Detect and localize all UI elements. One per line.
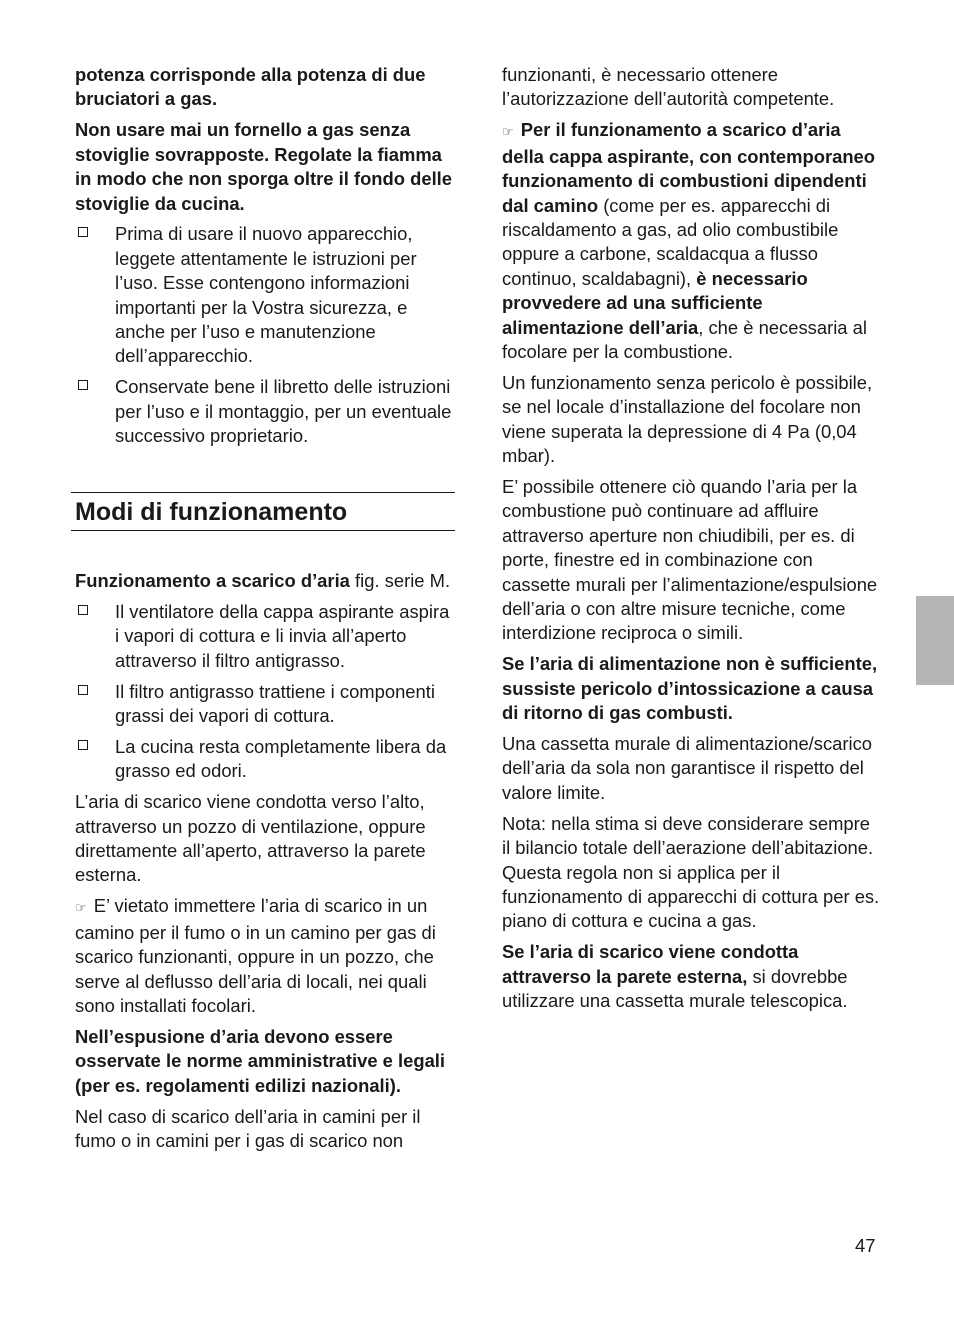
list-item-text: Il filtro antigrasso trattiene i componenti grassi dei vapori di cottura. bbox=[115, 680, 435, 727]
note-paragraph bbox=[75, 894, 457, 1018]
list-item-text: Conservate bene il libretto delle istruzioni per l’uso e il montaggio, per un eventuale successivo proprietario. bbox=[115, 376, 452, 447]
bold-text: Se l’aria di alimentazione non è sufficiente, sussiste pericolo d’intossicazione a causa di ritorno di gas combusti. bbox=[502, 653, 878, 724]
list-item-text: Il ventilatore della cappa aspirante aspira i vapori di cottura e li invia all’aperto attraverso il filtro antigrasso. bbox=[115, 600, 450, 671]
text: (come per es. apparecchi di riscaldamento a gas, ad olio combustibile oppure a carbone, scaldacqua a flusso continuo, scaldabagni), bbox=[502, 194, 839, 289]
paragraph bbox=[75, 1025, 457, 1098]
left-column-continued bbox=[75, 569, 457, 1160]
paragraph: Una cassetta murale di alimentazione/scarico dell’aria da sola non garantisce il rispetto del valore limite. bbox=[502, 733, 873, 803]
subheading bbox=[75, 569, 457, 593]
section-heading-box bbox=[71, 492, 455, 531]
list-item bbox=[75, 222, 457, 368]
checkbox-bullet-icon bbox=[78, 740, 88, 750]
bold-text: Se l’aria di scarico viene condotta attraverso la parete esterna, bbox=[502, 941, 799, 987]
warning-paragraph bbox=[75, 118, 457, 216]
note-text: E’ vietato immettere l’aria di scarico in un camino per il fumo o in un camino per gas di scarico funzionanti, oppure in un pozzo, che serve al deflusso dell’aria di locali, nei quali sono installati focolari. bbox=[75, 895, 436, 1016]
paragraph: funzionanti, è necessario ottenere l’autorizzazione dell’autorità competente. bbox=[502, 64, 835, 110]
page-number: 47 bbox=[855, 1235, 876, 1256]
text: si dovrebbe utilizzare una cassetta murale telescopica. bbox=[502, 965, 848, 1012]
paragraph: E’ possibile ottenere ciò quando l’aria per la combustione può continuare ad affluire attraverso aperture non chiudibili, per es. di porte, finestre ed in combinazione con cassette murali per l’alimentazione/espulsione dell’aria o con altre misure tecniche, come interdizione reciproca o simili. bbox=[502, 476, 878, 644]
checkbox-bullet-icon bbox=[78, 605, 88, 615]
checkbox-bullet-icon bbox=[78, 685, 88, 695]
paragraph: L’aria di scarico viene condotta verso l’alto, attraverso un pozzo di ventilazione, oppure direttamente all’aperto, attraverso la parete esterna. bbox=[75, 791, 426, 886]
list-item-text: Prima di usare il nuovo apparecchio, leggete attentamente le istruzioni per l’uso. Esse contengono informazioni importanti per la Vostra sicurezza, e anche per l’uso e manutenzione dell’apparecchio. bbox=[115, 223, 417, 367]
bold-text: Per il funzionamento a scarico d’aria della cappa aspirante, con contemporaneo funzionamento di combustioni dipendenti dal camino bbox=[502, 119, 876, 216]
right-column bbox=[502, 63, 882, 1020]
checkbox-bullet-icon bbox=[78, 227, 88, 237]
pointing-hand-icon: ☞ bbox=[75, 900, 87, 916]
paragraph: Un funzionamento senza pericolo è possibile, se nel locale d’installazione del focolare non viene superata la depressione di 4 Pa (0,04 mbar). bbox=[502, 371, 873, 467]
paragraph: Nel caso di scarico dell’aria in camini per il fumo o in camini per i gas di scarico non bbox=[75, 1105, 421, 1152]
bold-text: potenza corrisponde alla potenza di due bruciatori a gas. bbox=[75, 64, 426, 110]
list-item bbox=[75, 600, 457, 673]
list-item bbox=[75, 375, 457, 448]
left-column bbox=[75, 63, 457, 455]
list-item bbox=[75, 735, 457, 784]
note-paragraph bbox=[502, 118, 882, 364]
checkbox-bullet-icon bbox=[78, 380, 88, 390]
subheading-bold: Funzionamento a scarico d’aria bbox=[75, 570, 350, 591]
bold-text: Non usare mai un fornello a gas senza stoviglie sovrapposte. Regolate la fiamma in modo che non sporga oltre il fondo delle stoviglie da cucina. bbox=[75, 119, 453, 214]
bold-text: Nell’espusione d’aria devono essere osservate le norme amministrative e legali (per es. regolamenti edilizi nazionali). bbox=[75, 1025, 446, 1096]
warning-paragraph bbox=[502, 652, 882, 725]
pointing-hand-icon: ☞ bbox=[502, 124, 514, 140]
section-title: Modi di funzionamento bbox=[75, 498, 348, 526]
list-item-text: La cucina resta completamente libera da grasso ed odori. bbox=[115, 735, 447, 782]
bold-text: è necessario provvedere ad una sufficiente alimentazione dell’aria bbox=[502, 267, 808, 338]
list-item bbox=[75, 680, 457, 729]
text: , che è necessaria al focolare per la combustione. bbox=[502, 316, 867, 362]
paragraph bbox=[502, 940, 882, 1013]
subheading-text: fig. serie M. bbox=[349, 570, 451, 591]
paragraph: Nota: nella stima si deve considerare sempre il bilancio totale dell’aerazione dell’abitazione. Questa regola non si applica per il funzionamento di apparecchi di cottura per es. piano di cottura e cucina a gas. bbox=[502, 812, 880, 932]
paragraph bbox=[75, 63, 457, 112]
page-edge-tab bbox=[916, 596, 954, 685]
